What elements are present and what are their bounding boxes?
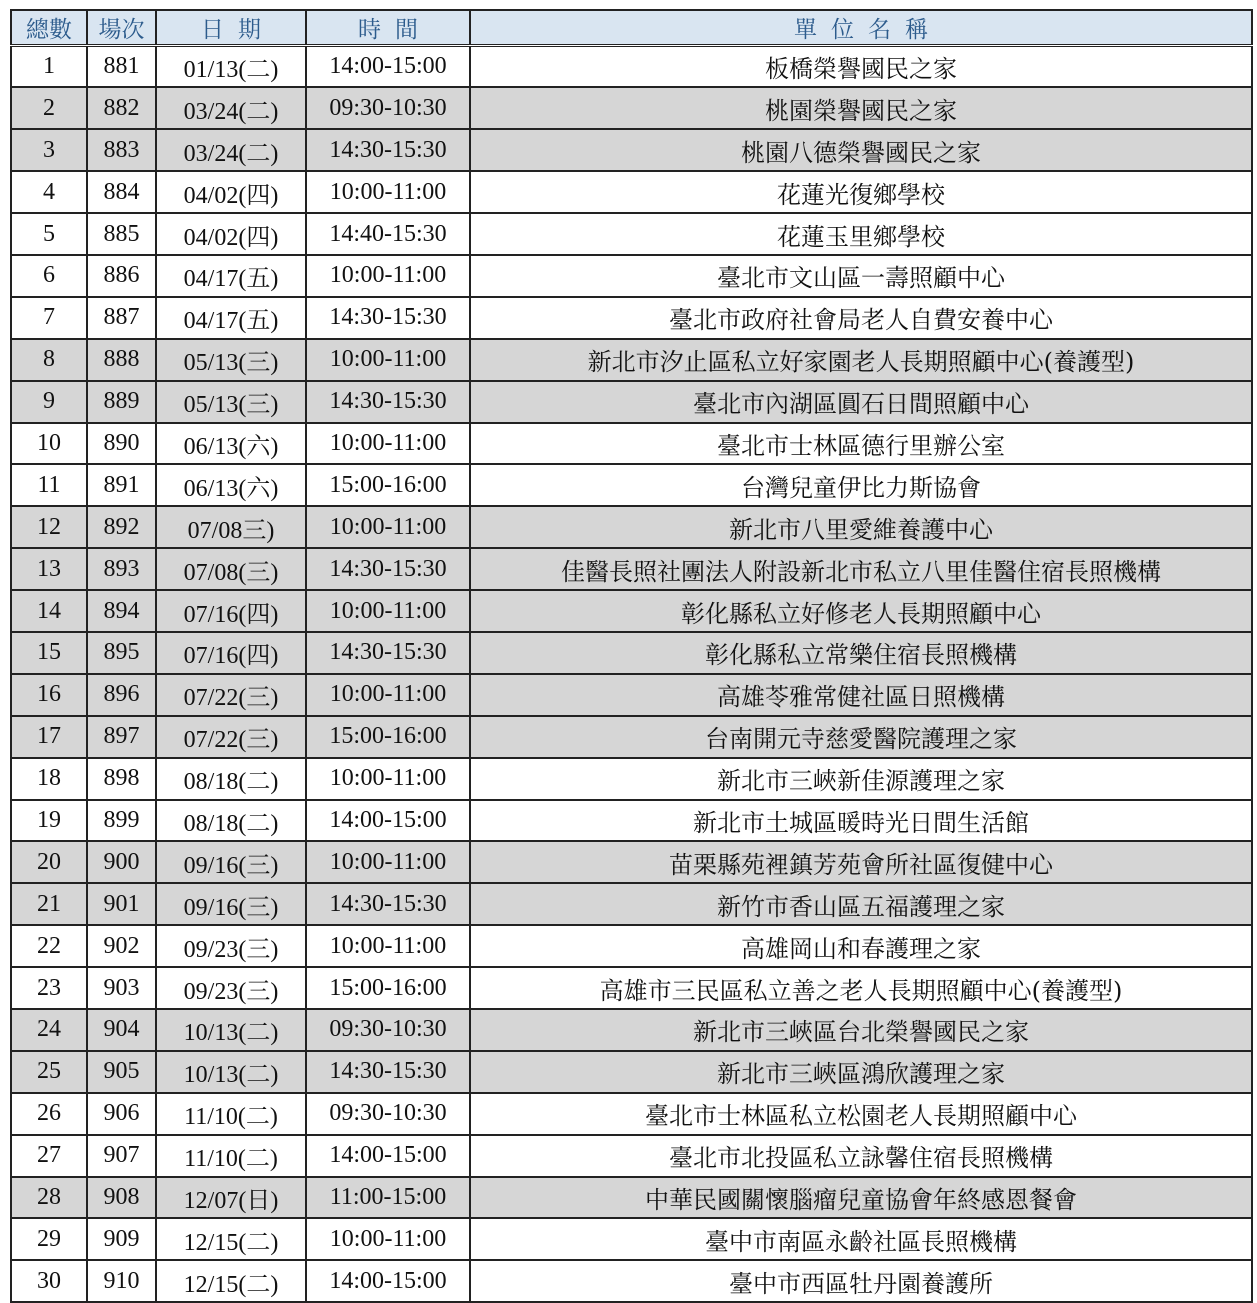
cell-date: 10/13(二) (156, 1051, 306, 1093)
cell-session: 881 (87, 46, 156, 88)
header-session: 場次 (87, 10, 156, 46)
cell-time: 10:00-11:00 (306, 841, 470, 883)
cell-total: 14 (11, 590, 87, 632)
cell-time: 10:00-11:00 (306, 674, 470, 716)
cell-date: 09/23(三) (156, 925, 306, 967)
cell-time: 14:40-15:30 (306, 213, 470, 255)
cell-session: 900 (87, 841, 156, 883)
cell-unit-name: 臺北市內湖區圓石日間照顧中心 (470, 381, 1252, 423)
cell-total: 5 (11, 213, 87, 255)
cell-session: 895 (87, 632, 156, 674)
cell-session: 903 (87, 967, 156, 1009)
cell-date: 06/13(六) (156, 423, 306, 465)
table-row (11, 841, 1252, 883)
cell-unit-name: 高雄市三民區私立善之老人長期照顧中心(養護型) (470, 967, 1252, 1009)
cell-time: 14:00-15:00 (306, 800, 470, 842)
table-row (11, 674, 1252, 716)
table-row (11, 46, 1252, 88)
cell-session: 884 (87, 171, 156, 213)
cell-date: 09/16(三) (156, 841, 306, 883)
cell-time: 15:00-16:00 (306, 464, 470, 506)
cell-unit-name: 高雄岡山和春護理之家 (470, 925, 1252, 967)
cell-time: 10:00-11:00 (306, 171, 470, 213)
cell-time: 10:00-11:00 (306, 339, 470, 381)
cell-total: 29 (11, 1218, 87, 1260)
cell-date: 05/13(三) (156, 381, 306, 423)
cell-date: 12/15(二) (156, 1260, 306, 1302)
cell-time: 10:00-11:00 (306, 590, 470, 632)
cell-unit-name: 臺中市西區牡丹園養護所 (470, 1260, 1252, 1302)
cell-unit-name: 花蓮玉里鄉學校 (470, 213, 1252, 255)
cell-session: 899 (87, 800, 156, 842)
cell-session: 908 (87, 1177, 156, 1219)
table-row (11, 1009, 1252, 1051)
cell-session: 892 (87, 506, 156, 548)
table-row (11, 1177, 1252, 1219)
table-row (11, 883, 1252, 925)
table-row (11, 716, 1252, 758)
cell-date: 10/13(二) (156, 1009, 306, 1051)
cell-time: 14:00-15:00 (306, 1260, 470, 1302)
header-unit-name: 單位名稱 (470, 10, 1252, 46)
cell-date: 07/16(四) (156, 632, 306, 674)
cell-unit-name: 高雄苓雅常健社區日照機構 (470, 674, 1252, 716)
cell-total: 11 (11, 464, 87, 506)
cell-unit-name: 彰化縣私立好修老人長期照顧中心 (470, 590, 1252, 632)
cell-unit-name: 臺北市士林區私立松園老人長期照顧中心 (470, 1093, 1252, 1135)
table-row (11, 171, 1252, 213)
cell-date: 07/22(三) (156, 716, 306, 758)
cell-unit-name: 新北市三峽新佳源護理之家 (470, 758, 1252, 800)
cell-total: 16 (11, 674, 87, 716)
cell-unit-name: 臺中市南區永齡社區長照機構 (470, 1218, 1252, 1260)
cell-unit-name: 新北市三峽區台北榮譽國民之家 (470, 1009, 1252, 1051)
cell-total: 7 (11, 297, 87, 339)
cell-total: 3 (11, 129, 87, 171)
cell-date: 04/02(四) (156, 213, 306, 255)
cell-time: 10:00-11:00 (306, 423, 470, 465)
cell-total: 9 (11, 381, 87, 423)
table-row (11, 213, 1252, 255)
cell-total: 1 (11, 46, 87, 88)
cell-time: 09:30-10:30 (306, 1009, 470, 1051)
cell-unit-name: 新北市八里愛維養護中心 (470, 506, 1252, 548)
cell-time: 14:30-15:30 (306, 548, 470, 590)
table-row (11, 1260, 1252, 1302)
cell-date: 06/13(六) (156, 464, 306, 506)
cell-unit-name: 臺北市北投區私立詠馨住宿長照機構 (470, 1135, 1252, 1177)
cell-session: 907 (87, 1135, 156, 1177)
table-row (11, 1093, 1252, 1135)
cell-total: 28 (11, 1177, 87, 1219)
cell-date: 04/17(五) (156, 255, 306, 297)
table-row (11, 1051, 1252, 1093)
cell-date: 08/18(二) (156, 800, 306, 842)
cell-total: 12 (11, 506, 87, 548)
cell-date: 04/02(四) (156, 171, 306, 213)
cell-unit-name: 台南開元寺慈愛醫院護理之家 (470, 716, 1252, 758)
cell-unit-name: 中華民國關懷腦瘤兒童協會年終感恩餐會 (470, 1177, 1252, 1219)
table-row (11, 423, 1252, 465)
cell-session: 904 (87, 1009, 156, 1051)
cell-total: 27 (11, 1135, 87, 1177)
cell-time: 09:30-10:30 (306, 87, 470, 129)
cell-total: 6 (11, 255, 87, 297)
table-row (11, 1135, 1252, 1177)
cell-time: 14:30-15:30 (306, 381, 470, 423)
cell-time: 15:00-16:00 (306, 716, 470, 758)
table-row (11, 1218, 1252, 1260)
cell-unit-name: 佳醫長照社團法人附設新北市私立八里佳醫住宿長照機構 (470, 548, 1252, 590)
cell-unit-name: 新北市土城區暖時光日間生活館 (470, 800, 1252, 842)
cell-time: 14:00-15:00 (306, 1135, 470, 1177)
cell-time: 10:00-11:00 (306, 255, 470, 297)
cell-session: 898 (87, 758, 156, 800)
cell-total: 21 (11, 883, 87, 925)
header-total: 總數 (11, 10, 87, 46)
cell-time: 11:00-15:00 (306, 1177, 470, 1219)
cell-time: 10:00-11:00 (306, 758, 470, 800)
cell-date: 09/16(三) (156, 883, 306, 925)
cell-time: 14:30-15:30 (306, 632, 470, 674)
cell-total: 8 (11, 339, 87, 381)
table-row (11, 590, 1252, 632)
cell-session: 901 (87, 883, 156, 925)
table-row (11, 925, 1252, 967)
cell-unit-name: 彰化縣私立常樂住宿長照機構 (470, 632, 1252, 674)
cell-session: 886 (87, 255, 156, 297)
cell-time: 09:30-10:30 (306, 1093, 470, 1135)
cell-session: 905 (87, 1051, 156, 1093)
table-row (11, 255, 1252, 297)
table-row (11, 129, 1252, 171)
cell-total: 18 (11, 758, 87, 800)
cell-unit-name: 台灣兒童伊比力斯協會 (470, 464, 1252, 506)
cell-total: 30 (11, 1260, 87, 1302)
cell-date: 01/13(二) (156, 46, 306, 88)
cell-unit-name: 桃園八德榮譽國民之家 (470, 129, 1252, 171)
cell-session: 910 (87, 1260, 156, 1302)
cell-unit-name: 臺北市文山區一壽照顧中心 (470, 255, 1252, 297)
cell-session: 883 (87, 129, 156, 171)
cell-unit-name: 板橋榮譽國民之家 (470, 46, 1252, 88)
cell-time: 14:30-15:30 (306, 297, 470, 339)
cell-time: 14:00-15:00 (306, 46, 470, 88)
table-row (11, 548, 1252, 590)
cell-total: 10 (11, 423, 87, 465)
cell-date: 07/08(三) (156, 548, 306, 590)
cell-session: 889 (87, 381, 156, 423)
cell-total: 13 (11, 548, 87, 590)
cell-time: 14:30-15:30 (306, 129, 470, 171)
schedule-table (10, 9, 1253, 1303)
cell-session: 906 (87, 1093, 156, 1135)
cell-total: 4 (11, 171, 87, 213)
cell-session: 897 (87, 716, 156, 758)
table-body (11, 46, 1252, 1303)
cell-total: 26 (11, 1093, 87, 1135)
cell-session: 891 (87, 464, 156, 506)
cell-total: 24 (11, 1009, 87, 1051)
cell-date: 07/08三) (156, 506, 306, 548)
cell-total: 19 (11, 800, 87, 842)
table-row (11, 339, 1252, 381)
cell-session: 902 (87, 925, 156, 967)
cell-session: 894 (87, 590, 156, 632)
cell-time: 10:00-11:00 (306, 925, 470, 967)
cell-date: 07/16(四) (156, 590, 306, 632)
cell-unit-name: 新竹市香山區五福護理之家 (470, 883, 1252, 925)
cell-date: 08/18(二) (156, 758, 306, 800)
cell-date: 03/24(二) (156, 87, 306, 129)
table-row (11, 381, 1252, 423)
cell-unit-name: 臺北市士林區德行里辦公室 (470, 423, 1252, 465)
cell-time: 14:30-15:30 (306, 883, 470, 925)
cell-session: 890 (87, 423, 156, 465)
cell-date: 11/10(二) (156, 1135, 306, 1177)
cell-session: 909 (87, 1218, 156, 1260)
cell-time: 15:00-16:00 (306, 967, 470, 1009)
cell-session: 888 (87, 339, 156, 381)
cell-unit-name: 臺北市政府社會局老人自費安養中心 (470, 297, 1252, 339)
cell-date: 09/23(三) (156, 967, 306, 1009)
cell-session: 882 (87, 87, 156, 129)
table-row (11, 464, 1252, 506)
table-row (11, 87, 1252, 129)
cell-session: 887 (87, 297, 156, 339)
table-row (11, 632, 1252, 674)
header-time: 時間 (306, 10, 470, 46)
cell-unit-name: 桃園榮譽國民之家 (470, 87, 1252, 129)
cell-date: 04/17(五) (156, 297, 306, 339)
cell-total: 25 (11, 1051, 87, 1093)
header-row (11, 10, 1252, 46)
cell-date: 12/15(二) (156, 1218, 306, 1260)
cell-date: 05/13(三) (156, 339, 306, 381)
cell-total: 15 (11, 632, 87, 674)
cell-time: 10:00-11:00 (306, 506, 470, 548)
cell-time: 14:30-15:30 (306, 1051, 470, 1093)
cell-unit-name: 苗栗縣苑裡鎮芳苑會所社區復健中心 (470, 841, 1252, 883)
table-row (11, 800, 1252, 842)
cell-unit-name: 新北市汐止區私立好家園老人長期照顧中心(養護型) (470, 339, 1252, 381)
cell-session: 893 (87, 548, 156, 590)
cell-total: 22 (11, 925, 87, 967)
table-header (11, 10, 1252, 46)
cell-unit-name: 新北市三峽區鴻欣護理之家 (470, 1051, 1252, 1093)
table-row (11, 758, 1252, 800)
cell-total: 20 (11, 841, 87, 883)
cell-date: 07/22(三) (156, 674, 306, 716)
cell-date: 11/10(二) (156, 1093, 306, 1135)
cell-session: 896 (87, 674, 156, 716)
cell-time: 10:00-11:00 (306, 1218, 470, 1260)
cell-date: 03/24(二) (156, 129, 306, 171)
cell-session: 885 (87, 213, 156, 255)
header-date: 日期 (156, 10, 306, 46)
cell-total: 2 (11, 87, 87, 129)
cell-unit-name: 花蓮光復鄉學校 (470, 171, 1252, 213)
cell-total: 23 (11, 967, 87, 1009)
table-row (11, 506, 1252, 548)
cell-date: 12/07(日) (156, 1177, 306, 1219)
table-row (11, 967, 1252, 1009)
cell-total: 17 (11, 716, 87, 758)
table-row (11, 297, 1252, 339)
